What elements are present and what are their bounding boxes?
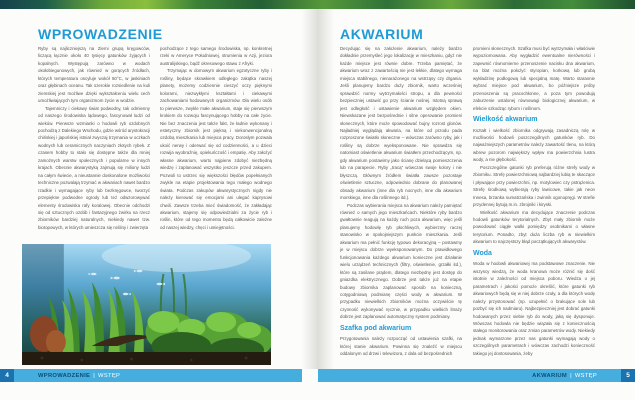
- paragraph: Kształt i wielkość zbiornika odgrywają zasadniczą rolę w możliwości hodowli poszczególnych gatunków ryb. Do najważniejszych parametrów należy zawartość tlenu, na którą wbrew pozorom największy wpływ ma powierzchnia lustra wody, a nie głębokość.: [473, 127, 595, 163]
- right-page-title: AKWARIUM: [340, 26, 424, 42]
- left-page-column-1: [38, 45, 150, 241]
- left-page-column-2: [160, 45, 272, 243]
- paragraph: pochodzące z tego samego środowiska, np. konkretnej rzeki w Ameryce Południowej, strumienia w Azji, jeziora australijskiego, bądź okresowego stawu z Afryki.: [160, 46, 272, 66]
- decorative-header-strip: [0, 0, 635, 9]
- subheading-szafka-pod-akwarium: Szafka pod akwarium: [340, 324, 412, 332]
- paragraph: Podczas wybierania miejsca na akwarium należy pamiętać również o samych jego mieszkańcach. Niektóre ryby bardzo gwałtownie reagują na każdy ruch poza akwarium, więc jeśli planujemy hodowlę ryb płochliwych, wybierzmy raczej stanowisko w spokojniejszym punkcie mieszkania. Jeśli akwarium ma pełnić funkcję typowo dekoracyjną – postawmy je w miejscu dobrze wyeksponowanym. Do prawidłowego funkcjonowania każdego akwarium konieczne jest działanie wielu urządzeń technicznych (filtry, oświetlenie, grzałki itd.), które są zasilane prądem, dlatego niezbędny jest dostęp do gniazdka elektrycznego. Dobrze jest także już na etapie budowy zbiornika zaplanować sposób na konieczną, cotygodniową podmianę części wody w akwarium. W przypadku niewielkich zbiorników można oczywiście tę czynność wykonywać ręcznie, w przypadku wielkich litraży dobrze jest zaplanować automatyczny system podmiany.: [340, 202, 462, 320]
- footer-text-left: [38, 369, 120, 382]
- right-page-column-1: [340, 45, 462, 364]
- aquarium-photo-illustration: [22, 244, 271, 365]
- footer-text-right: [532, 369, 597, 382]
- page-gutter-shadow: [302, 9, 334, 369]
- paragraph: Poszczególne gatunki ryb preferują różne strefy wody w zbiorniku. Strefę powierzchniową najbardziej lubią te skaczące i pływające przy powierzchni, np. motylowiec czy pstrążenica. Strefę środkową wybierają ryby ławicowe, takie jak neon Innesa, brzanka sumatrzańska i zwinnik ogonopręgi. W strefie przydennej bytują m.in. zbrojniki i kiryski.: [473, 164, 595, 208]
- footer-section-label: WPROWADZENIE: [38, 372, 91, 379]
- paragraph: Ryby są najliczniejszą na Ziemi grupą kręgowców, liczącą łącznie około 40 tysięcy gatunków żyjących i kopalnych. Występują zarówno w wodach okołobiegunowych, jak również w gorących źródłach, których temperatura oscyluje wokół 50°C, w jaskiniach oraz głębinach oceanu. Tak szerokie rozsiedlenie na kuli ziemskiej jest możliwe dzięki wykształceniu wielu cech umożliwiających tym organizmom życie w wodzie.: [38, 46, 150, 104]
- page-number-right: 5: [621, 369, 635, 382]
- paragraph: Tajemniczy i ciekawy świat podwodny, tak odmienny od naszego środowiska lądowego, fascynował ludzi od wieków. Pierwsze wzmianki o hodowli ryb ozdobnych pochodzą z Dalekiego Wschodu, gdzie wśród arystokracji chińskiej i japońskiej istniał zwyczaj trzymania w oczkach wodnych lub ceramicznych naczyniach złotych rybek. Z czasem hobby to stało się dostępne także dla mniej zamożnych warstw społecznych i popularne w innych krajach. Obecnie akwarystyką zajmują się miliony ludzi na całym świecie, a nieustannie doskonalone możliwości techniczne pozwalają trzymać w akwariach nawet bardzo rzadkie i wymagające ryby lub bezkręgowce, tworzyć przepiękne podwodne ogrody lub też odwzorowywać elementy środowiska rafy koralowej. Obecnie odchodzi się od sztucznych ozdób i fantazyjnego żwirku na rzecz zbiorników bardziej naturalnych, niekiedy nawet tzw. biotopowych, w których umieszcza się rośliny i zwierzęta: [38, 105, 150, 230]
- paragraph: Woda w hodowli akwariowej ma podstawowe znaczenie. Nie wszyscy wiedzą, że woda kranowa może różnić się dość istotnie w zależności od miejsca poboru. Wiedza o jej parametrach i jakości pomoże określić, które gatunki ryb akwariowych będą się w niej dobrze czuły, a dla których wodę należy przystosować (np. uzupełnić o brakujące sole lub pozbyć się ich nadmiaru). Najbezpieczniej jest dobrać gatunki hodowanych przez siebie ryb do wody, jaką się dysponuje. Wówczas hodowla nie będzie wiązała się z koniecznością stałego monitorowania oraz zmian parametrów wody. Niekiedy jednak wymarzone przez nas gatunki wymagają wody o szczególnych parametrach i wówczas zachodzi konieczność takiego jej dostosowania, żeby: [473, 261, 595, 356]
- paragraph: promieni słonecznych. Szafka musi być wytrzymała i właściwie wypoziomowana. Aby wygładzić ewentualne nierówności i zapewnić równomierne przenoszenie nacisku dna akwarium, na blat można położyć styropian, korkową lub grubą wykładzinę podłogową lub specjalną matę. Warto starannie wybrać miejsce pod akwarium, bo późniejsze próby przenoszenia są pracochłonne, a poza tym powodują zaburzenie ustalonej równowagi biologicznej akwarium, w efekcie szkodząc rybom i roślinom.: [473, 46, 595, 111]
- aquarium-photo: [22, 244, 271, 365]
- footer-section-label: AKWARIUM: [532, 372, 568, 379]
- subheading-wielkosc-akwarium: Wielkość akwarium: [473, 116, 538, 124]
- footer-bar-left: [0, 369, 302, 382]
- paragraph: Decydując się na założenie akwarium, należy bardzo dokładnie przemyśleć jego lokalizację w mieszkaniu, gdyż nie każde miejsce jest równie dobre. Trzeba pamiętać, że akwarium wraz z zawartością nie jest lekkie, dlatego wymaga miejsca stabilnego, nienarażonego na wstrząsy czy drgania. Jeśli planujemy bardzo duży zbiornik, warto wcześniej sprawdzić normy wytrzymałości stropu, a dla pewności bezpieczniej ustawić go przy ścianie nośnej. Istotną sprawą jest odległość i ustawienie akwarium względem okien. Niewskazane jest bezpośrednie i silne operowanie promieni słonecznych, które może spowodować bujny rozrost glonów. Najładniej wyglądają akwaria, na które od przodu pada rozproszone światło słoneczne – wówczas zarówno ryby, jak i rośliny są dobrze wyeksponowane. Nie sprawdza się natomiast oświetlenie akwarium światłem przechodzącym, np. gdy akwarium postawimy jako ścianę dzielącą pomieszczenia lub na parapecie. Ryby „tracą” wówczas swoje kolory i nie błyszczą. Głównym źródłem światła zawsze pozostaje oświetlenie sztuczne, odpowiednio dobrane do planowanej obsady akwarium (inne dla ryb nocnych, inne dla akwarium morskiego, inne dla roślinnego itd.).: [340, 46, 462, 201]
- page-number-left: 4: [0, 369, 14, 382]
- paragraph: Trzymając w domowym akwarium egzotyczne ryby i rośliny, będące skrawkiem odległego zakątka naszej planety, możemy codziennie cieszyć oczy pięknymi kolorami, niezwykłymi kształtami i ciekawymi zachowaniami hodowanych organizmów. Dla wielu osób to pierwsze, zwykle małe akwarium, staje się pierwszym krokiem do rozwoju fascynującego hobby na całe życie. Nie bez znaczenia jest także fakt, że ładnie wykonany i estetyczny zbiornik jest piękną i niekonwencjonalną ozdobą mieszkania lub miejsca pracy. Dorosłym pozwala ukoić nerwy i oderwać się od codzienności, a u dzieci rozwija wyobraźnię, opiekuńczość i empatię. Aby założyć własne akwarium, warto najpierw zdobyć niezbędną wiedzę i zaplanować wszystko jeszcze przed zakupem. Pozwoli to ustrzec się większości błędów popełnianych zwykle na etapie projektowania tego małego wodnego świata. Podczas zakupów akwarystycznych nigdy nie należy kierować się emocjami ani ulegać kaprysowi chwili. Zawsze trzeba mieć świadomość, że zakładając akwarium, stajemy się odpowiedzialni za życie ryb i roślin, które od tego momentu będą całkowicie zależne od naszej wiedzy, chęci i umiejętności.: [160, 68, 272, 230]
- footer-chapter-label: WSTĘP: [574, 372, 597, 379]
- left-page-title: WPROWADZENIE: [38, 26, 163, 42]
- footer-divider: |: [570, 372, 572, 379]
- footer-chapter-label: WSTĘP: [98, 372, 121, 379]
- paragraph: Przygotowania należy rozpocząć od ustawienia szafki, na której stanie akwarium. Powinna się znaleźć w miejscu oddalonym od drzwi i telewizora, z dala od bezpośrednich: [340, 336, 462, 357]
- right-page-column-2: [473, 45, 595, 364]
- paragraph: Wielkość akwarium ma decydujące znaczenie podczas hodowli gatunków terytorialnych. Zbyt mały zbiornik może powodować ciągłe walki pomiędzy osobnikami o własne terytorium. Ponadto, zbyt duża liczba ryb w niewielkim akwarium to najczęstszy błąd początkujących akwarystów.: [473, 209, 595, 245]
- footer-bar-right: [318, 369, 635, 382]
- footer-divider: |: [93, 372, 96, 379]
- subheading-woda: Woda: [473, 249, 492, 257]
